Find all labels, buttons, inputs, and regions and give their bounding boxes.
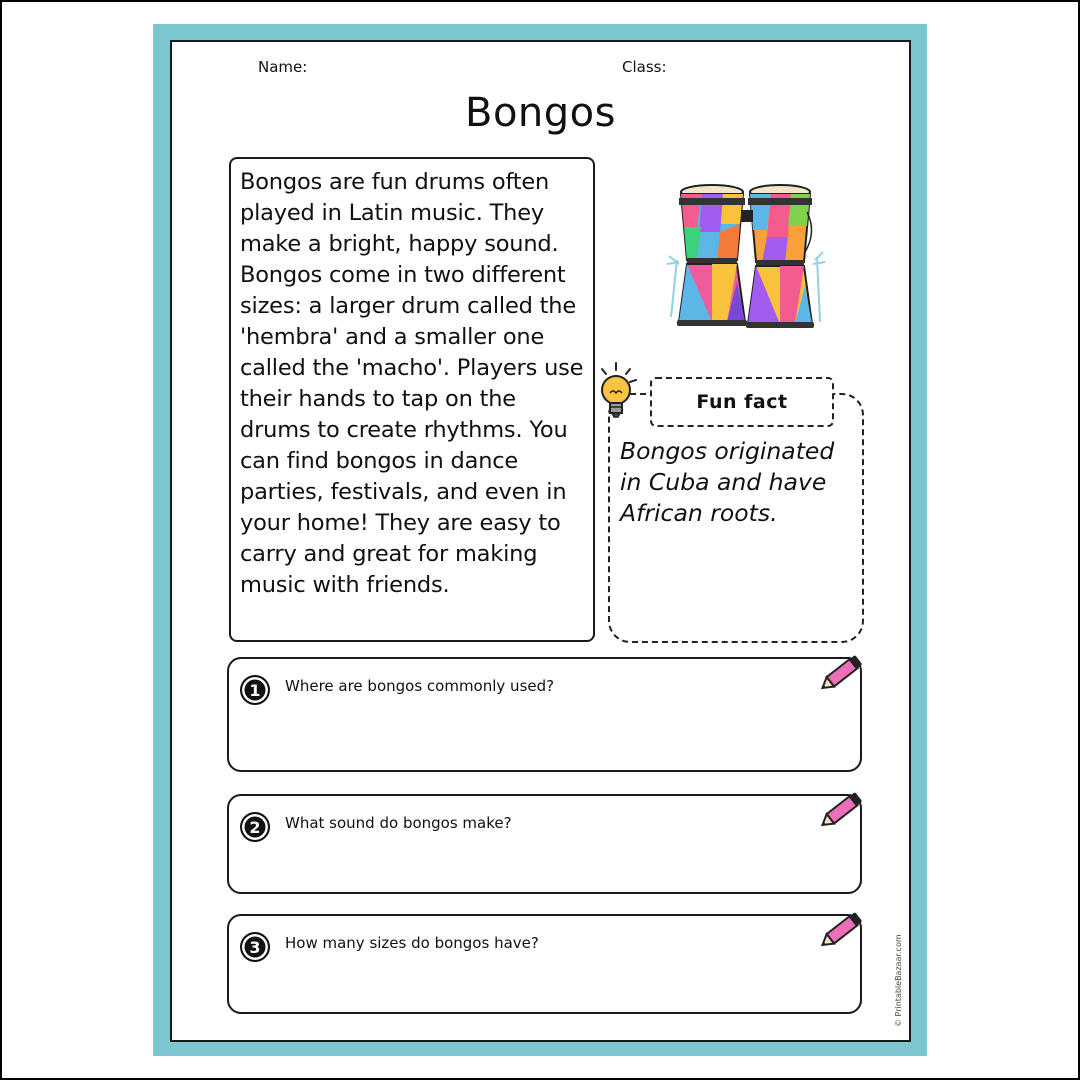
question-number-badge: 1 <box>240 675 270 705</box>
drum-stand-left <box>667 256 679 317</box>
question-text: How many sizes do bongos have? <box>285 934 539 952</box>
question-number-badge: 2 <box>240 812 270 842</box>
question-box-2[interactable] <box>227 794 862 894</box>
drum-stand-right <box>813 252 825 322</box>
reading-passage-text: Bongos are fun drums often played in Latin music. They make a bright, happy sound. Bongos come in two different sizes: a larger drum called the 'hembra' and a smaller one called the 'macho'. Players use their hands to tap on the drums to create rhythms. You can find bongos in dance parties, festivals, and even in your home! They are easy to carry and great for making music with friends. <box>240 169 584 598</box>
name-label: Name: <box>258 58 308 76</box>
pencil-icon <box>816 651 868 697</box>
fun-fact-text: Bongos originated in Cuba and have African roots. <box>620 437 835 527</box>
drum-connector <box>741 210 753 222</box>
reading-passage-box <box>229 157 595 642</box>
fun-fact-heading: Fun fact <box>650 377 834 427</box>
question-box-3[interactable] <box>227 914 862 1014</box>
page-title: Bongos <box>465 90 616 136</box>
hembra-drum <box>677 185 747 326</box>
lightbulb-icon <box>594 360 644 426</box>
question-text: What sound do bongos make? <box>285 814 512 832</box>
question-text: Where are bongos commonly used? <box>285 677 555 695</box>
pencil-icon <box>816 908 868 954</box>
pencil-icon <box>816 788 868 834</box>
worksheet-page <box>170 40 911 1042</box>
class-label: Class: <box>622 58 667 76</box>
copyright-text: © PrintableBazaar.com <box>894 934 903 1027</box>
question-box-1[interactable] <box>227 657 862 772</box>
question-number-badge: 3 <box>240 932 270 962</box>
macho-drum <box>746 185 814 328</box>
bongo-drums-illustration <box>657 182 837 342</box>
